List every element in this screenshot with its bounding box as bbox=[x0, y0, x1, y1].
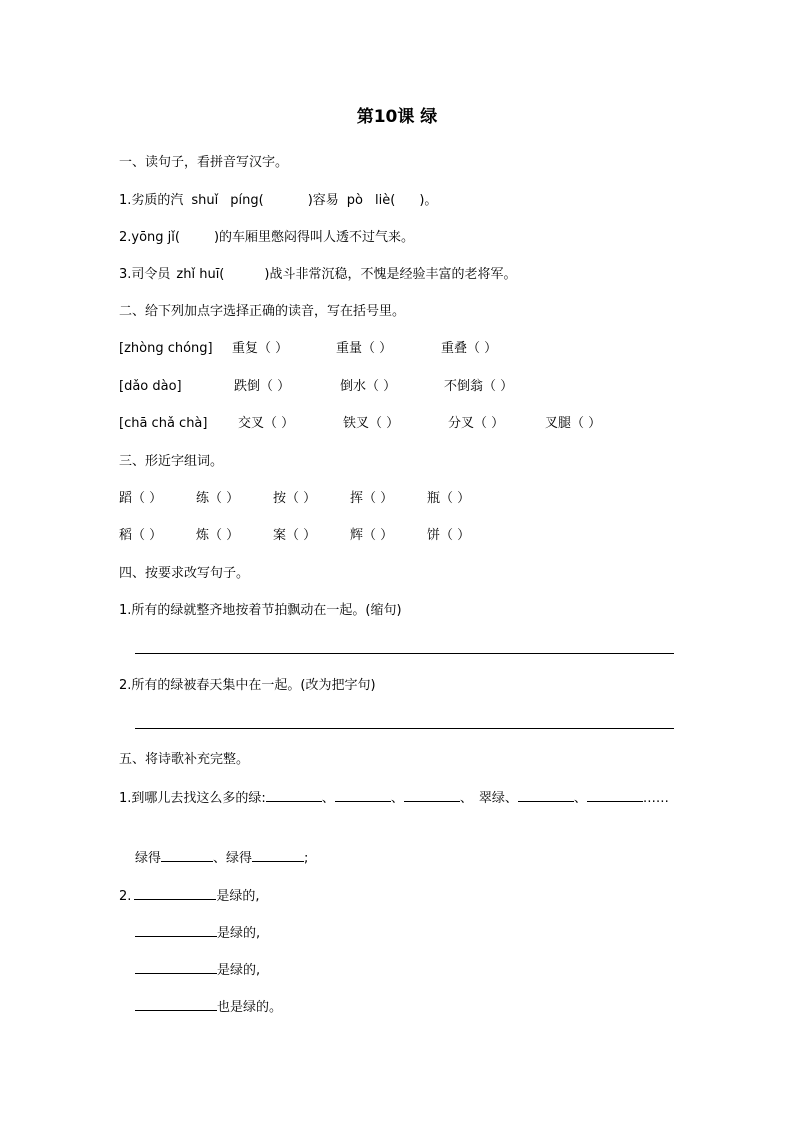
fill-blank[interactable] bbox=[404, 788, 460, 802]
section3-heading: 三、形近字组词。 bbox=[119, 454, 224, 469]
word-tiecha: 铁叉（ ） bbox=[343, 416, 400, 431]
pinyin-options-3: [chā chǎ chà] bbox=[119, 416, 208, 431]
poem-text: 绿得 bbox=[135, 851, 162, 866]
separator: 、 bbox=[459, 791, 473, 806]
fill-blank[interactable] bbox=[134, 886, 216, 900]
q3-pinyin: zhǐ huī( bbox=[176, 267, 225, 282]
poem-text: 、绿得 bbox=[213, 851, 253, 866]
word-chatui: 叉腿（ ） bbox=[545, 416, 602, 431]
char-item: 稻（ ） bbox=[119, 528, 163, 543]
section4-q2: 2.所有的绿被春天集中在一起。(改为把字句) bbox=[119, 678, 376, 693]
q1-text-c: )。 bbox=[419, 193, 438, 208]
fill-blank[interactable] bbox=[161, 848, 213, 862]
q3-text-b: )战斗非常沉稳，不愧是经验丰富的老将军。 bbox=[264, 267, 517, 282]
q1-text-a: 1.劣质的汽 bbox=[119, 193, 184, 208]
poem-q2-line2 bbox=[135, 923, 260, 943]
q2-text-a: 2.yōng jǐ( bbox=[119, 230, 180, 245]
char-item: 饼（ ） bbox=[427, 528, 471, 543]
poem-q1-prefix: 1.到哪儿去找这么多的绿: bbox=[119, 791, 266, 806]
section1-q2 bbox=[119, 229, 414, 247]
poem-q1-mid: 翠绿、 bbox=[478, 791, 518, 806]
fill-blank[interactable] bbox=[252, 848, 304, 862]
poem-text: 是绿的, bbox=[216, 889, 260, 904]
fill-blank[interactable] bbox=[335, 788, 391, 802]
poem-q1-line2 bbox=[135, 848, 308, 868]
fill-blank[interactable] bbox=[266, 788, 322, 802]
ellipsis: …… bbox=[642, 791, 669, 806]
fill-blank[interactable] bbox=[135, 960, 217, 974]
page-title: 第10课 绿 bbox=[356, 107, 438, 127]
word-daoshui: 倒水（ ） bbox=[340, 379, 397, 394]
poem-text: 是绿的, bbox=[217, 926, 261, 941]
section1-q3 bbox=[119, 266, 516, 284]
poem-text: ; bbox=[304, 851, 309, 866]
q1-text-b: )容易 bbox=[307, 193, 339, 208]
word-chongdie: 重叠（ ） bbox=[441, 341, 498, 356]
section5-heading: 五、将诗歌补充完整。 bbox=[119, 752, 250, 767]
poem-text: 也是绿的。 bbox=[217, 1000, 283, 1015]
char-item: 练（ ） bbox=[196, 491, 240, 506]
pinyin-options-2: [dǎo dào] bbox=[119, 379, 182, 394]
word-zhongliang: 重量（ ） bbox=[336, 341, 393, 356]
section1-heading: 一、读句子，看拼音写汉字。 bbox=[119, 155, 289, 170]
fill-blank[interactable] bbox=[587, 788, 643, 802]
poem-q2-number: 2. bbox=[119, 889, 132, 904]
answer-line[interactable] bbox=[135, 728, 674, 729]
poem-q1-line1 bbox=[119, 788, 669, 808]
word-jiaocha: 交叉（ ） bbox=[238, 416, 295, 431]
poem-q2-line3 bbox=[135, 960, 260, 980]
q1-pinyin-4: liè( bbox=[375, 193, 396, 208]
section1-q1 bbox=[119, 192, 437, 210]
poem-q2-line1 bbox=[119, 886, 260, 906]
char-item: 蹈（ ） bbox=[119, 491, 163, 506]
q1-pinyin-3: pò bbox=[346, 193, 364, 208]
separator: 、 bbox=[573, 791, 587, 806]
q1-pinyin-1: shuǐ bbox=[191, 193, 219, 208]
char-item: 炼（ ） bbox=[196, 528, 240, 543]
section2-heading: 二、给下列加点字选择正确的读音，写在括号里。 bbox=[119, 304, 406, 319]
q1-pinyin-2: píng( bbox=[230, 193, 264, 208]
separator: 、 bbox=[321, 791, 335, 806]
word-diedao: 跌倒（ ） bbox=[234, 379, 291, 394]
word-fencha: 分叉（ ） bbox=[448, 416, 505, 431]
q3-text-a: 3.司令员 bbox=[119, 267, 171, 282]
fill-blank[interactable] bbox=[518, 788, 574, 802]
char-item: 案（ ） bbox=[273, 528, 317, 543]
section4-heading: 四、按要求改写句子。 bbox=[119, 566, 250, 581]
word-chongfu: 重复（ ） bbox=[232, 341, 289, 356]
char-item: 按（ ） bbox=[273, 491, 317, 506]
char-item: 辉（ ） bbox=[350, 528, 394, 543]
fill-blank[interactable] bbox=[135, 923, 217, 937]
fill-blank[interactable] bbox=[135, 997, 217, 1011]
char-item: 瓶（ ） bbox=[427, 491, 471, 506]
word-budaoweng: 不倒翁（ ） bbox=[444, 379, 514, 394]
q2-text-b: )的车厢里憋闷得叫人透不过气来。 bbox=[213, 230, 415, 245]
char-item: 挥（ ） bbox=[350, 491, 394, 506]
separator: 、 bbox=[390, 791, 404, 806]
poem-q2-line4 bbox=[135, 997, 282, 1017]
pinyin-options-1: [zhòng chóng] bbox=[119, 341, 213, 356]
answer-line[interactable] bbox=[135, 653, 674, 654]
poem-text: 是绿的, bbox=[217, 963, 261, 978]
section4-q1: 1.所有的绿就整齐地按着节拍飘动在一起。(缩句) bbox=[119, 603, 402, 618]
